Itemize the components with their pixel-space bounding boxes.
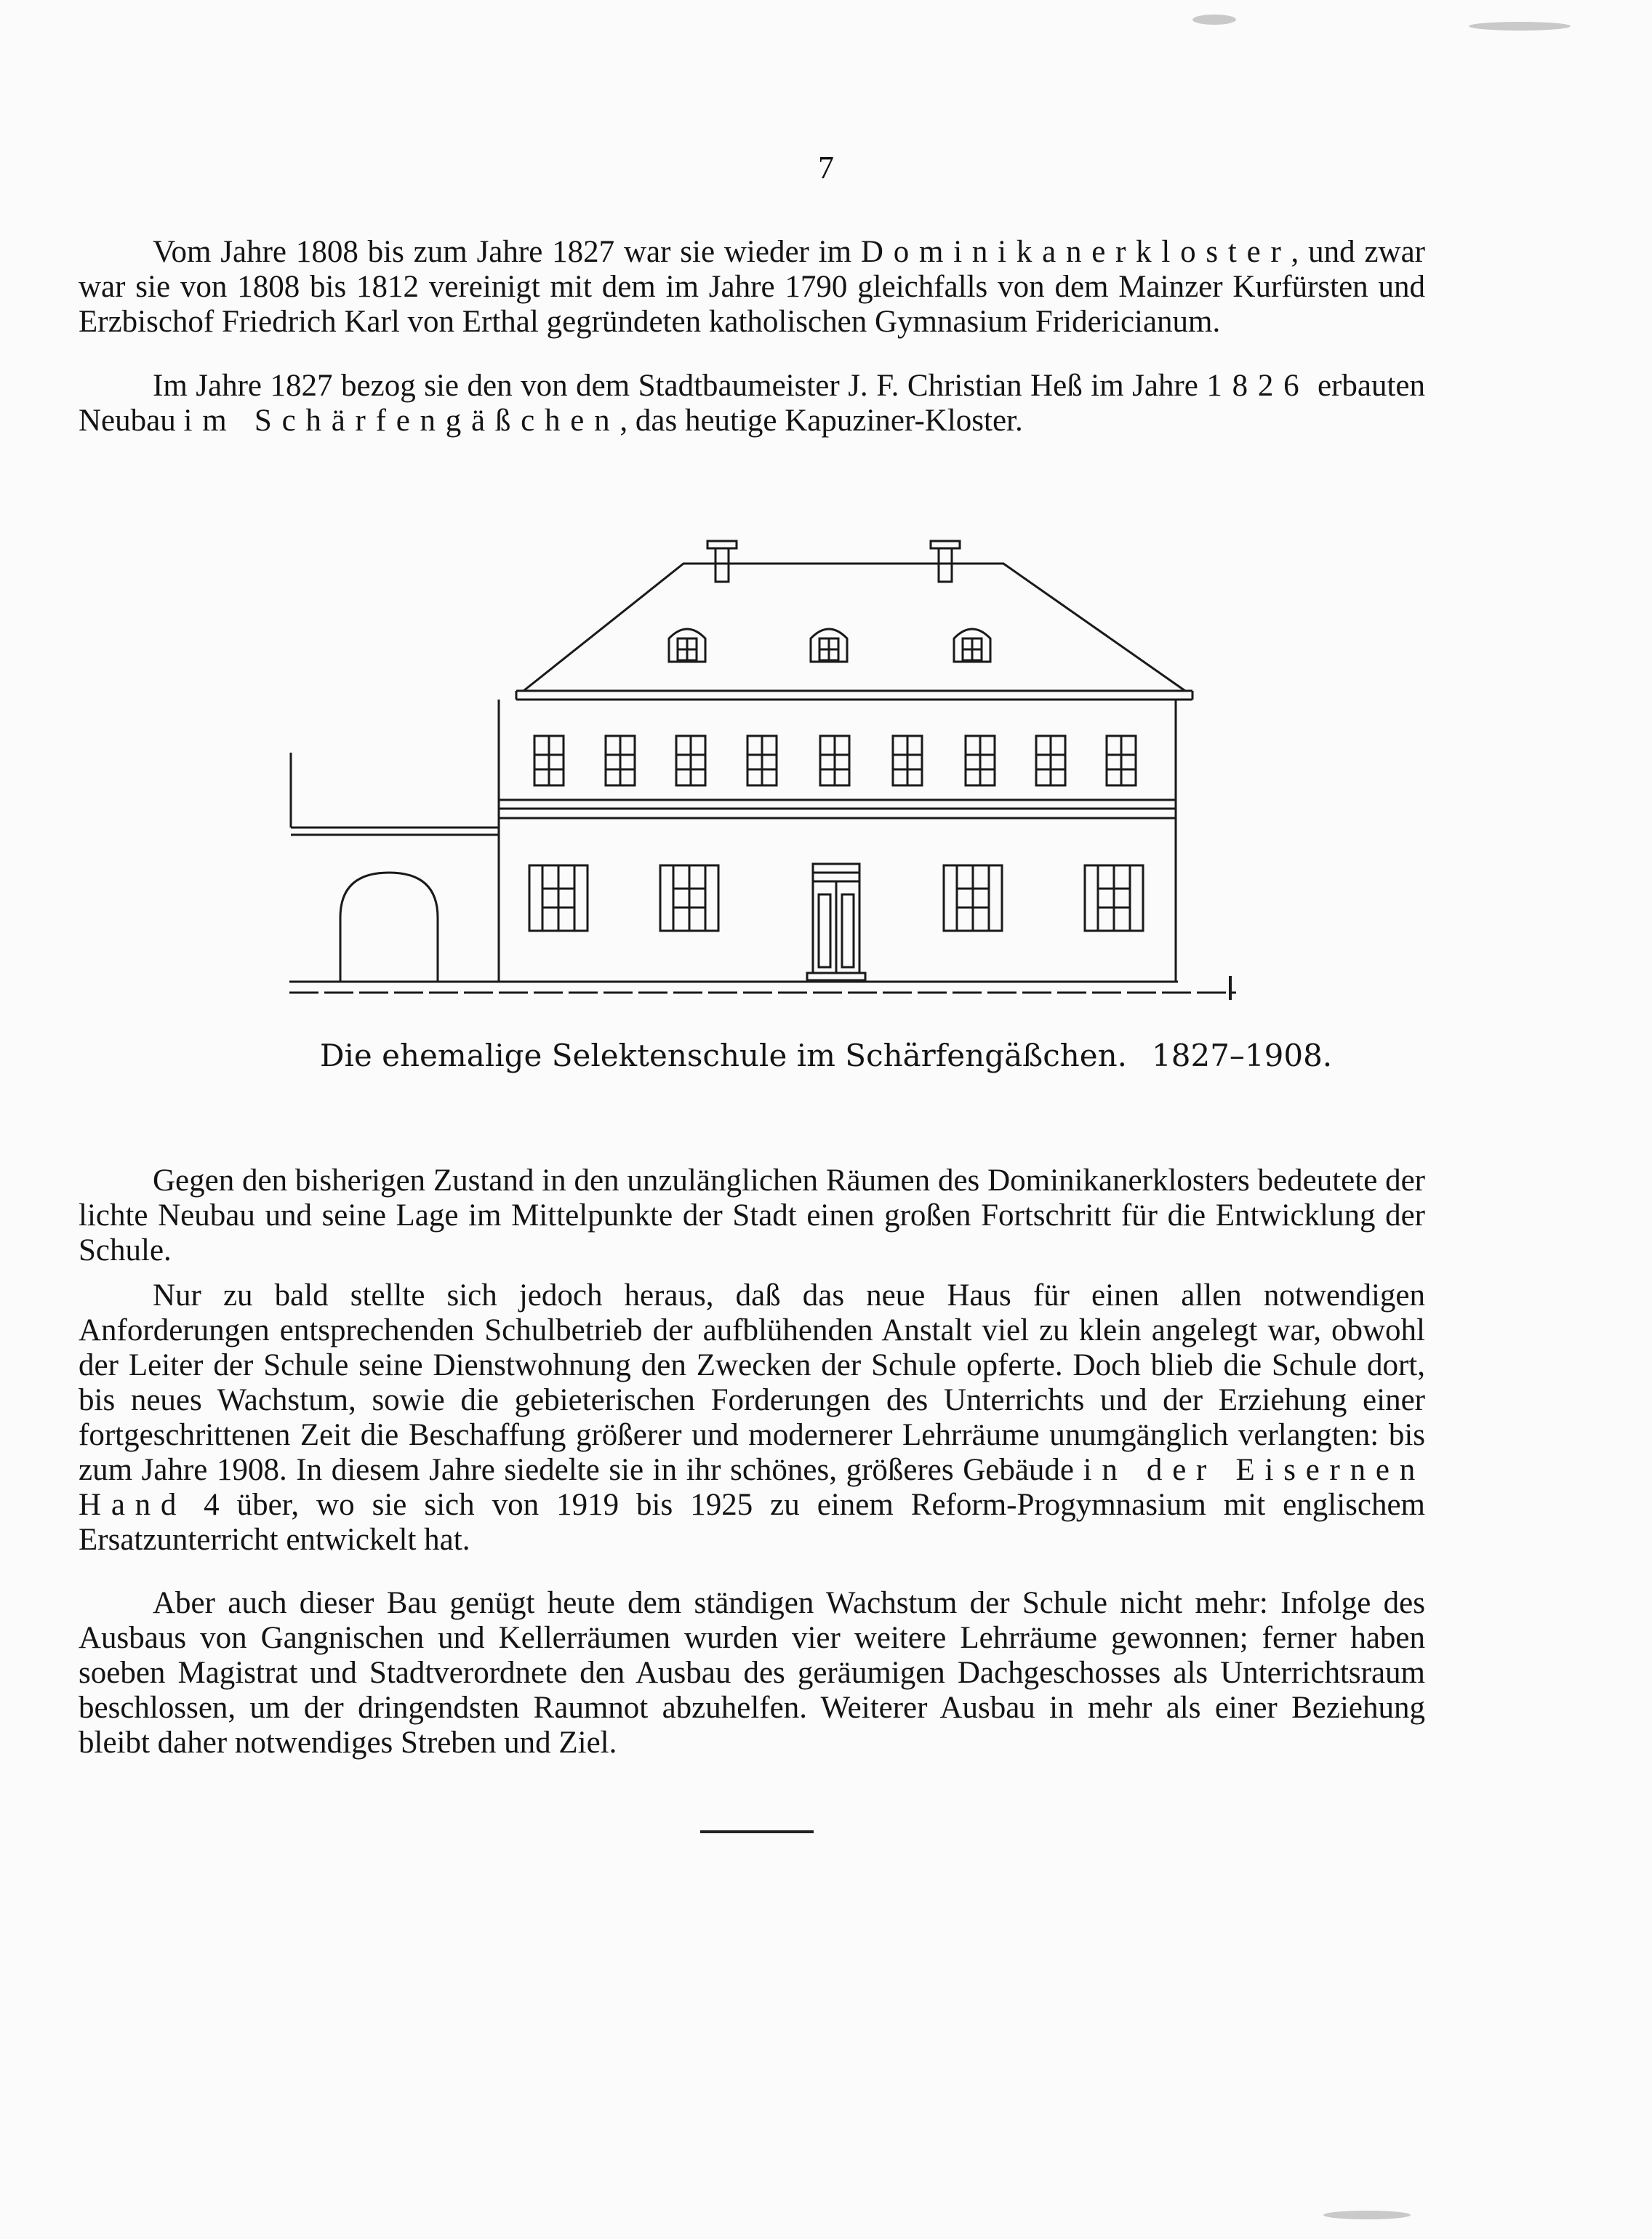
paragraph-text: Vom Jahre 1808 bis zum Jahre 1827 war sie wieder im [153,235,861,269]
page-number: 7 [818,150,834,185]
end-rule [700,1830,814,1833]
paragraph-text: Im Jahre 1827 bezog sie den von dem Stadtbaumeister J. F. Christian Heß im Jahre [153,369,1207,403]
paragraph-text: 4 über, wo sie sich von 1919 bis 1925 zu einem Reform-Progymnasium mit englischem Ersatzunterricht entwickelt hat. [79,1488,1425,1557]
caption-years: 1827–1908. [1152,1038,1333,1073]
chimney-icon [707,541,960,582]
paragraph-text: , das heutige Kapuziner-Kloster. [620,404,1023,438]
caption-text: Die ehemalige Selektenschule im Schärfengäßchen. [319,1038,1128,1073]
paragraph-text: , und zwar war sie von 1808 bis 1812 vereinigt mit dem im Jahre 1790 gleichfalls von dem Mainzer Kurfürsten und Erzbischof Friedrich Karl von Erthal gegründeten katholischen Gymnasium Fridericianum. [79,235,1425,339]
entrance-door [807,864,865,980]
paragraph-new-building-1827 [79,369,1425,438]
building-facade [291,700,1176,982]
paragraph-text: Nur zu bald stellte sich jedoch heraus, daß das neue Haus für einen allen notwendigen Anforderungen entsprechenden Schulbetrieb der aufblühenden Anstalt viel zu klein angelegt war, obwohl der Leiter der Schule seine Dienstwohnung den Zwecken der Schule opferte. Doch blieb die Schule dort, bis neues Wachstum, sowie die gebieterischen Forderungen des Unterrichts und der Erziehung einer fortgeschrittenen Zeit die Beschaffung größerer und modernerer Lehrräume unumgänglich verlangten: bis zum Jahre 1908. In diesem Jahre siedelte sie in ihr schönes, größeres Gebäude [79,1278,1425,1487]
scan-speck [1469,22,1571,31]
ground-line [289,976,1236,1000]
scan-speck [1323,2211,1411,2219]
paragraph-dominican-monastery [79,235,1425,340]
spaced-place-name: im Schärfengäßchen [183,404,620,438]
paragraph-progress: Gegen den bisherigen Zustand in den unzulänglichen Räumen des Dominikanerklosters bedeutete der lichte Neubau und seine Lage im Mittelpunkte der Stadt einen großen Fortschritt für die Entwicklung der Schule. [79,1163,1425,1267]
upper-floor-windows [534,736,1136,785]
paragraph-relocation-1908 [79,1278,1425,1558]
spaced-place-name: in der Eisernen Hand [79,1453,1425,1522]
scan-speck [1192,15,1236,25]
spaced-place-name: Dominikanerkloster [860,235,1291,269]
paragraph-text: erbauten Neubau [79,369,1425,438]
dormer-windows [669,629,990,662]
paragraph-expansion: Aber auch dieser Bau genügt heute dem ständigen Wachstum der Schule nicht mehr: Infolge des Ausbaus von Gangnischen und Kellerräumen wurden vier weitere Lehrräume gewonnen; ferner haben soeben Magistrat und Stadtverordnete den Ausbau des geräumigen Dachgeschosses als Unterrichtsraum beschlossen, um der dringendsten Raumnot abzuhelfen. Weiterer Ausbau in mehr als einer Beziehung bleibt daher notwendiges Streben und Ziel. [79,1586,1425,1760]
figure-caption [0,1038,1652,1073]
school-building-drawing [276,531,1251,1025]
spaced-year: 1826 [1206,369,1310,403]
roof-outline [516,564,1192,700]
